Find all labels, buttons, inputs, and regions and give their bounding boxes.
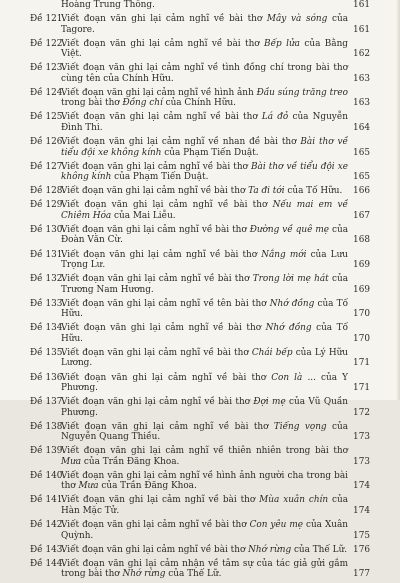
toc-entry-text: của Lưu Trọng Lư. (61, 249, 349, 271)
toc-entry-number: Đề 138. (30, 421, 66, 432)
toc-entry-text: của Nguyễn Quang Thiều. (61, 421, 348, 443)
toc-entry-text: của Đoàn Văn Cừ. (61, 224, 348, 246)
toc-entry-page-number: 171 (353, 383, 370, 393)
toc-entry-text: của Bằng Việt. (61, 38, 348, 60)
toc-entry-title (61, 137, 348, 158)
toc-entry (30, 373, 370, 394)
toc-entry-page-number: 168 (353, 235, 370, 246)
toc-entry-title (61, 422, 348, 443)
toc-entry-number: Đề 131. (30, 249, 66, 260)
toc-entry-number: Đề 121. (30, 14, 66, 25)
toc-entry-text: Viết đoạn văn ghi lại cảm nghĩ về bài thơ (61, 38, 265, 49)
toc-entry-page-number: 173 (353, 432, 370, 443)
toc-entry-text: của Xuân Quỳnh. (61, 520, 348, 541)
toc-entry-page-number: 173 (353, 456, 370, 467)
toc-entry-number: Đề 132. (30, 274, 66, 285)
toc-entry-work-title: Mưa (61, 456, 82, 467)
toc-entry-work-title: Bài thơ về tiểu đội xe không kính (61, 137, 348, 158)
toc-entry-text: Viết đoạn văn ghi lại cảm nghĩ về bài thơ (61, 224, 250, 235)
toc-entry-work-title: Lá đỏ (261, 112, 289, 123)
toc-entry-work-title: Đợi mẹ (253, 397, 286, 408)
toc-entry-page-number: 174 (353, 505, 370, 516)
toc-entry-number: Đề 133. (30, 298, 66, 309)
toc-entry-text: Viết đoạn văn ghi lại cảm nghĩ về hình ảnh người cha trong bài thơ (61, 470, 348, 492)
toc-entry-page-number: 166 (353, 186, 370, 197)
toc-entry (30, 422, 370, 443)
toc-entry-title (61, 373, 348, 394)
toc-entry-text: của Phạm Tiến Duật. (161, 147, 259, 158)
toc-entry-number: Đề 129. (30, 200, 66, 211)
toc-entry-page-number: 169 (353, 260, 370, 271)
toc-entry-page-number: 174 (353, 481, 370, 492)
toc-entry-work-title: Trong lời mẹ hát (252, 274, 329, 285)
toc-entry-page-number: 164 (353, 122, 370, 133)
toc-entry-text: của Tố Hữu. (61, 298, 349, 320)
toc-entry-text: Viết đoạn văn ghi lại cảm nghĩ về bài thơ (61, 347, 252, 358)
toc-entry-text: Viết đoạn văn ghi lại cảm nghĩ về tình đồng chí trong bài thơ cùng tên của Chính Hữu. (61, 63, 348, 84)
toc-entry-page-number: 170 (353, 309, 370, 320)
toc-entry-page-number: 172 (353, 407, 370, 418)
toc-entry-work-title: Đường về quê mẹ (249, 224, 330, 235)
toc-entry-title (61, 63, 348, 84)
toc-entry-work-title: Bài thơ về tiểu đội xe không kính (61, 161, 348, 183)
toc-entry-page-number: 175 (353, 530, 370, 541)
toc-entry-work-title: Chái bếp (251, 347, 293, 358)
toc-entry-text: Viết đoạn văn ghi lại cảm nghĩ về bài thơ (61, 397, 254, 408)
toc-entry-work-title: Đồng chí (122, 98, 163, 109)
toc-entry-text: Viết đoạn văn ghi lại cảm nghĩ về tên bài thơ (61, 298, 270, 309)
toc-entry-text: Viết đoạn văn ghi lại cảm nghĩ về hình ảnh (61, 87, 257, 98)
toc-entry (30, 495, 370, 516)
toc-entry-text: Hoàng Trung Thông. (61, 0, 155, 10)
toc-entry-text: Viết đoạn văn ghi lại cảm nghĩ về bài thơ (61, 112, 262, 123)
toc-entry-page-number: 162 (353, 49, 370, 60)
toc-entry-page-number: 177 (353, 569, 370, 580)
toc-entry-page-number: 163 (353, 98, 370, 109)
toc-entry-work-title: Nhớ rừng (248, 544, 292, 555)
toc-entry-text: Viết đoạn văn ghi lại cảm nghĩ về bài thơ (61, 14, 267, 25)
toc-entry-number: Đề 127. (30, 161, 66, 172)
toc-entry-number: Đề 141. (30, 495, 66, 506)
toc-entry-title (61, 520, 348, 541)
toc-entry (30, 559, 370, 580)
toc-entry (30, 397, 370, 418)
toc-entry-text: Viết đoạn văn ghi lại cảm nghĩ về bài thơ (61, 544, 249, 555)
toc-entry-title (61, 200, 348, 221)
toc-entry-page-number: 167 (353, 210, 370, 221)
toc-entry-text: của Trương Nam Hương. (61, 274, 348, 295)
toc-entry (30, 14, 370, 35)
toc-entry-text: của Trần Đăng Khoa. (98, 481, 197, 492)
toc-entry-title (61, 323, 348, 344)
toc-entry (30, 274, 370, 295)
toc-entry-title (61, 471, 348, 492)
toc-entry-number: Đề 140. (30, 470, 66, 481)
toc-entry-number: Đề 130. (30, 224, 66, 235)
toc-entry-work-title: Nếu mai em về Chiêm Hóa (61, 200, 349, 221)
toc-entry-text: của Thế Lữ. (165, 569, 222, 580)
toc-entry-work-title: Nhớ đồng (265, 323, 312, 334)
toc-entry-work-title: Mùa xuân chín (259, 495, 329, 506)
toc-entry-title (61, 88, 348, 109)
toc-entry (30, 112, 370, 133)
toc-entry-title (61, 495, 348, 516)
toc-entry-number: Đề 134. (30, 323, 66, 334)
toc-entry-title (61, 545, 348, 556)
toc-entry-number: Đề 144. (30, 558, 66, 569)
toc-entry-number: Đề 126. (30, 137, 66, 148)
toc-entry-page-number: 170 (353, 333, 370, 344)
toc-entry-number: Đề 136. (30, 372, 66, 383)
toc-entry-title (61, 0, 348, 11)
toc-entry-text: Viết đoạn văn ghi lại cảm nghĩ về bài thơ (61, 421, 274, 432)
toc-entry-title (61, 112, 348, 133)
toc-entry (30, 323, 370, 344)
toc-entry (30, 471, 370, 492)
toc-entry-work-title: Đầu súng trăng treo (256, 87, 348, 98)
toc-entry-text: của Thế Lữ. (291, 544, 348, 555)
toc-entry-text: của Phạm Tiến Duật. (111, 172, 209, 183)
toc-entry-text: Viết đoạn văn ghi lại cảm nghĩ về bài thơ (61, 323, 266, 334)
toc-entry (30, 446, 370, 467)
toc-entry-title (61, 274, 348, 295)
toc-entry-number: Đề 124. (30, 87, 66, 98)
toc-entry (30, 250, 370, 271)
toc-entry-page-number: 163 (353, 73, 370, 84)
toc-entry-text: Viết đoạn văn ghi lại cảm nhận về tâm sự của tác giả gửi gắm trong bài thơ (61, 558, 348, 580)
toc-entry (30, 186, 370, 197)
toc-entry (30, 299, 370, 320)
toc-entry-text: Viết đoạn văn ghi lại cảm nghĩ về bài thơ (61, 372, 272, 383)
toc-entry-page-number: 165 (353, 172, 370, 183)
toc-entry-work-title: Nhớ đồng (269, 298, 315, 309)
toc-entry (30, 520, 370, 541)
toc-entry (30, 0, 370, 11)
page-edge-shadow (396, 0, 400, 400)
toc-entry-work-title: Mưa (78, 481, 99, 492)
toc-entry-text: Viết đoạn văn ghi lại cảm nghĩ về bài thơ (61, 200, 273, 211)
toc-entry-title (61, 446, 348, 467)
toc-entry-text: Viết đoạn văn ghi lại cảm nghĩ về bài thơ (61, 495, 260, 506)
toc-entry-number: Đề 122. (30, 38, 66, 49)
toc-entry-text: Viết đoạn văn ghi lại cảm nghĩ về nhan đề bài thơ (61, 137, 301, 148)
toc-entry-title (61, 397, 348, 418)
table-of-contents (30, 0, 370, 583)
toc-entry-page-number: 169 (353, 284, 370, 295)
toc-entry-work-title: Nhớ rừng (122, 569, 166, 580)
toc-entry-text: của Tố Hữu. (284, 186, 343, 197)
toc-entry-title (61, 225, 348, 246)
toc-entry-text: của Vũ Quần Phương. (61, 397, 348, 418)
toc-entry-text: của Tố Hữu. (61, 323, 348, 344)
toc-entry-text: Viết đoạn văn ghi lại cảm nghĩ về bài thơ (61, 249, 262, 260)
toc-entry-number: Đề 135. (30, 347, 66, 358)
toc-entry-page-number: 165 (353, 147, 370, 158)
toc-entry-work-title: Con là ... (271, 372, 316, 383)
toc-entry-text: của Y Phương. (61, 372, 348, 393)
toc-entry-text: của Chính Hữu. (162, 98, 237, 109)
toc-entry (30, 63, 370, 84)
toc-entry-text: của Lý Hữu Lương. (61, 347, 348, 369)
toc-entry-number: Đề 123. (30, 63, 66, 74)
toc-entry (30, 545, 370, 556)
toc-entry-title (61, 186, 348, 197)
toc-entry (30, 88, 370, 109)
toc-entry-text: Viết đoạn văn ghi lại cảm nghĩ về thiên nhiên trong bài thơ (61, 446, 348, 457)
toc-entry (30, 200, 370, 221)
toc-entry (30, 225, 370, 246)
toc-entry-title (61, 162, 348, 183)
toc-entry-title (61, 39, 348, 60)
toc-entry-title (61, 299, 348, 320)
toc-entry-work-title: Mây và sóng (266, 14, 328, 25)
toc-entry-text: Viết đoạn văn ghi lại cảm nghĩ về bài thơ (61, 186, 249, 197)
toc-entry-text: của Hàn Mặc Tử. (61, 495, 348, 516)
toc-entry-work-title: Tiếng vọng (273, 421, 327, 432)
toc-entry-text: Viết đoạn văn ghi lại cảm nghĩ về bài thơ (61, 274, 253, 285)
toc-entry (30, 39, 370, 60)
toc-entry-work-title: Bếp lửa (264, 38, 300, 49)
toc-entry-work-title: Ta đi tới (248, 186, 285, 197)
toc-entry-title (61, 559, 348, 580)
toc-entry (30, 162, 370, 183)
toc-entry-page-number: 161 (353, 24, 370, 35)
toc-entry-text: của Trần Đăng Khoa. (81, 456, 180, 467)
toc-entry-title (61, 348, 348, 369)
toc-entry-text: của Tagore. (61, 14, 349, 35)
toc-entry-page-number: 171 (353, 358, 370, 369)
toc-entry-number: Đề 128. (30, 186, 66, 197)
toc-entry-number: Đề 137. (30, 397, 66, 408)
toc-entry-title (61, 250, 348, 271)
toc-entry-number: Đề 143. (30, 544, 66, 555)
toc-entry-number: Đề 139. (30, 446, 66, 457)
toc-entry-text: của Mai Liễu. (111, 210, 176, 221)
toc-entry-text: trong bài thơ (61, 98, 123, 109)
toc-entry (30, 348, 370, 369)
toc-entry (30, 137, 370, 158)
toc-entry-number: Đề 142. (30, 520, 66, 531)
toc-entry-title (61, 14, 348, 35)
toc-entry-number: Đề 125. (30, 112, 66, 123)
toc-entry-page-number: 176 (353, 544, 370, 555)
toc-entry-text: Viết đoạn văn ghi lại cảm nghĩ về bài thơ (61, 161, 251, 172)
toc-entry-text: của Nguyễn Đình Thi. (61, 112, 349, 133)
toc-entry-text: Viết đoạn văn ghi lại cảm nghĩ về bài thơ (61, 520, 250, 531)
toc-entry-work-title: Con yêu mẹ (249, 520, 304, 531)
toc-entry-work-title: Nắng mới (261, 249, 307, 260)
toc-entry-page-number: 161 (353, 0, 370, 10)
